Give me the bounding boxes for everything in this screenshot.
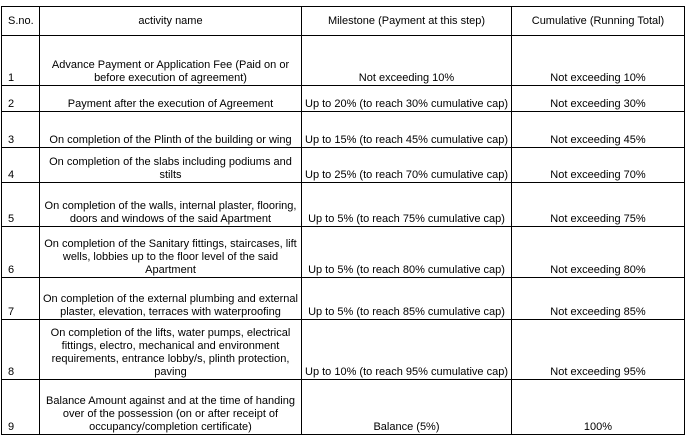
row-milestone: Up to 5% (to reach 80% cumulative cap) — [302, 227, 512, 278]
row-milestone: Up to 15% (to reach 45% cumulative cap) — [302, 112, 512, 148]
table-row — [2, 183, 685, 227]
row-cumulative: Not exceeding 80% — [512, 227, 685, 278]
row-milestone: Up to 10% (to reach 95% cumulative cap) — [302, 320, 512, 380]
row-sno: 5 — [2, 183, 40, 227]
row-activity: Balance Amount against and at the time of handing over of the possession (on or after receipt of occupancy/completion certificate) — [40, 380, 302, 435]
row-milestone: Up to 5% (to reach 85% cumulative cap) — [302, 278, 512, 320]
row-sno: 3 — [2, 112, 40, 148]
row-cumulative: 100% — [512, 380, 685, 435]
row-sno: 2 — [2, 86, 40, 112]
row-cumulative: Not exceeding 10% — [512, 36, 685, 86]
row-sno: 1 — [2, 36, 40, 86]
table-row — [2, 227, 685, 278]
row-milestone: Not exceeding 10% — [302, 36, 512, 86]
row-milestone: Up to 25% (to reach 70% cumulative cap) — [302, 148, 512, 183]
row-cumulative: Not exceeding 95% — [512, 320, 685, 380]
header-activity: activity name — [40, 7, 302, 36]
row-sno: 7 — [2, 278, 40, 320]
table-row — [2, 112, 685, 148]
row-activity: Advance Payment or Application Fee (Paid on or before execution of agreement) — [40, 36, 302, 86]
table-row — [2, 380, 685, 435]
row-milestone: Up to 5% (to reach 75% cumulative cap) — [302, 183, 512, 227]
row-cumulative: Not exceeding 30% — [512, 86, 685, 112]
row-cumulative: Not exceeding 75% — [512, 183, 685, 227]
table-row — [2, 278, 685, 320]
payment-schedule-table — [1, 6, 685, 435]
row-milestone: Up to 20% (to reach 30% cumulative cap) — [302, 86, 512, 112]
table-header-row — [2, 7, 685, 36]
row-sno: 8 — [2, 320, 40, 380]
row-activity: On completion of the Sanitary fittings, staircases, lift wells, lobbies up to the floor level of the said Apartment — [40, 227, 302, 278]
table-row — [2, 320, 685, 380]
row-cumulative: Not exceeding 85% — [512, 278, 685, 320]
row-cumulative: Not exceeding 45% — [512, 112, 685, 148]
row-cumulative: Not exceeding 70% — [512, 148, 685, 183]
row-activity: On completion of the lifts, water pumps, electrical fittings, electro, mechanical and environment requirements, entrance lobby/s, plinth protection, paving — [40, 320, 302, 380]
row-activity: On completion of the walls, internal plaster, flooring, doors and windows of the said Apartment — [40, 183, 302, 227]
row-activity: On completion of the external plumbing and external plaster, elevation, terraces with waterproofing — [40, 278, 302, 320]
header-sno: S.no. — [2, 7, 40, 36]
table-row — [2, 148, 685, 183]
header-milestone: Milestone (Payment at this step) — [302, 7, 512, 36]
table-row — [2, 86, 685, 112]
row-activity: On completion of the slabs including podiums and stilts — [40, 148, 302, 183]
row-sno: 6 — [2, 227, 40, 278]
row-activity: Payment after the execution of Agreement — [40, 86, 302, 112]
row-milestone: Balance (5%) — [302, 380, 512, 435]
row-sno: 9 — [2, 380, 40, 435]
header-cumulative: Cumulative (Running Total) — [512, 7, 685, 36]
row-sno: 4 — [2, 148, 40, 183]
table-row — [2, 36, 685, 86]
row-activity: On completion of the Plinth of the building or wing — [40, 112, 302, 148]
